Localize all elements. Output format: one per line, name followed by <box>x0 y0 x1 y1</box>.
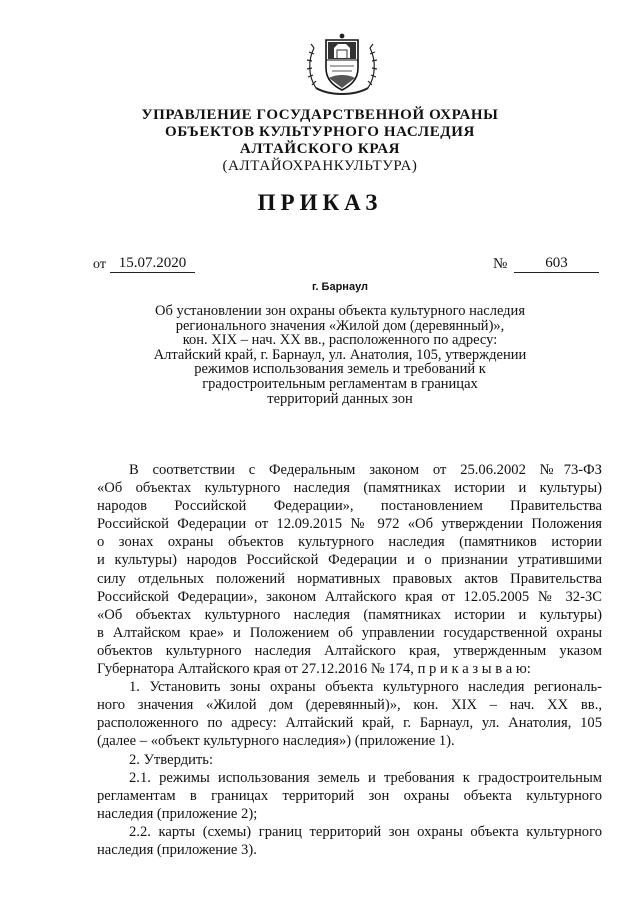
body-line: (далее – «объект культурного наследия») (приложение 1). <box>97 733 455 750</box>
number-sign: № <box>493 256 508 272</box>
body-line: наследия (приложение 2); <box>97 805 258 822</box>
agency-name-line-1: УПРАВЛЕНИЕ ГОСУДАРСТВЕННОЙ ОХРАНЫ <box>141 107 499 123</box>
subject-line: регионального значения «Жилой дом (деревянный)», <box>175 317 505 334</box>
order-body <box>97 461 602 859</box>
body-line: ного значения «Жилой дом (деревянный)», кон. XIX – нач. XX вв., <box>97 697 602 714</box>
body-line: 2.2. карты (схемы) границ территорий зон охраны объекта культурного <box>129 823 602 840</box>
subject-line: режимов использования земель и требований к <box>194 361 486 378</box>
order-number: 603 <box>514 255 599 273</box>
body-line: Российской Федерации от 12.09.2015 № 972 «Об утверждении Положения <box>97 516 602 533</box>
body-line: 2.1. режимы использования земель и требования к градостроительным <box>129 769 602 786</box>
body-line: о зонах охраны объектов культурного наследия (памятников истории <box>97 534 602 551</box>
subject-line: кон. XIX – нач. XX вв., расположенного по адресу: <box>182 332 498 349</box>
agency-abbreviation: (АЛТАЙОХРАНКУЛЬТУРА) <box>222 158 418 174</box>
body-line: народов Российской Федерации», постановлением Правительства <box>97 498 602 515</box>
coat-of-arms-emblem <box>304 30 380 98</box>
body-line: «Об объектах культурного наследия (памятниках истории и культуры) <box>97 480 602 497</box>
agency-name-line-3: АЛТАЙСКОГО КРАЯ <box>239 141 401 157</box>
order-subject <box>130 304 550 406</box>
body-line: 1. Установить зоны охраны объекта культурного наследия региональ- <box>129 679 602 696</box>
body-line: и культуры) народов Российской Федерации и о признании утратившими <box>97 552 602 569</box>
date-prefix: от <box>93 257 106 272</box>
document-title: ПРИКАЗ <box>257 190 383 215</box>
agency-header <box>0 107 640 175</box>
body-line: силу отдельных положений нормативных правовых актов Правительства <box>97 570 602 587</box>
body-line: «Об объектах культурного наследия (памятниках истории и культуры) <box>97 606 602 623</box>
subject-line: градостроительным регламентам в границах <box>202 375 478 392</box>
agency-name-line-2: ОБЪЕКТОВ КУЛЬТУРНОГО НАСЛЕДИЯ <box>165 124 475 140</box>
body-line: Губернатора Алтайского края от 27.12.2016 № 174, п р и к а з ы в а ю: <box>97 661 531 678</box>
body-line: наследия (приложение 3). <box>97 841 257 858</box>
subject-line: Алтайский край, г. Барнаул, ул. Анатолия, 105, утверждении <box>153 346 527 363</box>
body-line: Российской Федерации», законом Алтайского края от 12.05.2005 № 32-ЗС <box>97 588 602 605</box>
body-line: объектов культурного наследия Алтайского края, утвержденным указом <box>97 642 602 659</box>
body-line: расположенного по адресу: Алтайский край, г. Барнаул, ул. Анатолия, 105 <box>97 715 602 732</box>
city-name: г. Барнаул <box>311 281 369 293</box>
body-line: в Алтайском крае» и Положением об управлении государственной охраны <box>97 624 602 641</box>
subject-line: Об установлении зон охраны объекта культурного наследия <box>155 303 525 319</box>
body-line: регламентам в границах территорий зон охраны объекта культурного <box>97 787 602 804</box>
body-line: 2. Утвердить: <box>129 751 214 768</box>
body-line: В соответствии с Федеральным законом от 25.06.2002 №73-ФЗ <box>129 462 602 478</box>
subject-line: территорий данных зон <box>267 390 413 407</box>
order-date: 15.07.2020 <box>110 255 195 273</box>
